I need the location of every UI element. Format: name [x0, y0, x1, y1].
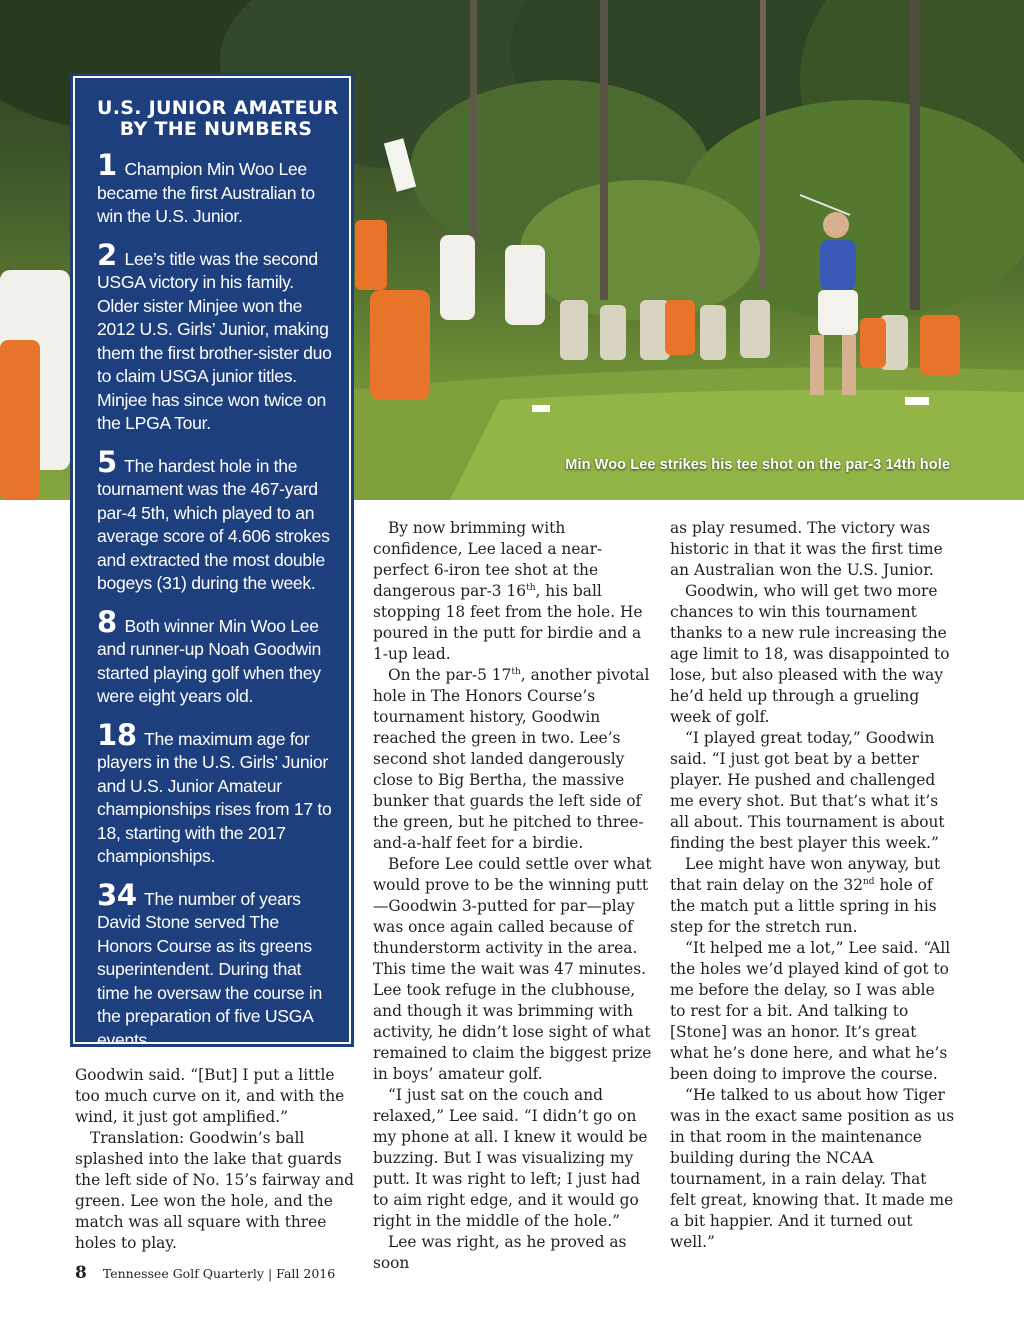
- fact-number: 18: [97, 717, 137, 752]
- paragraph: Translation: Goodwin’s ball splashed into the lake that guards the left side of No. 15’s fairway and green. Lee won the hole, and the match was all square with three holes to play.: [75, 1129, 354, 1252]
- paragraph: “I just sat on the couch and relaxed,” Lee said. “I didn’t go on my phone at all. I knew it would be buzzing. But I was visualizing my putt. It was right to left; I just had to aim right edge, and it would go right in the middle of the hole.”: [373, 1086, 648, 1230]
- photo-caption: Min Woo Lee strikes his tee shot on the par-3 14th hole: [565, 457, 950, 473]
- paragraph: [373, 518, 653, 665]
- sidebar-fact: [97, 717, 335, 869]
- text-run: , his ball stopping 18 feet from the hole. He poured in the putt for birdie and a 1-up lead.: [373, 582, 643, 663]
- publication-name: Tennessee Golf Quarterly | Fall 2016: [102, 1266, 336, 1281]
- article-column-1: [75, 1065, 360, 1254]
- paragraph: as play resumed. The victory was historic in that it was the first time an Australian won the U.S. Junior.: [670, 519, 943, 579]
- fact-text: Champion Min Woo Lee became the first Australian to win the U.S. Junior.: [97, 159, 315, 226]
- fact-text: The maximum age for players in the U.S. Girls’ Junior and U.S. Junior Amateur championships rises from 17 to 18, starting with the 2017 championships.: [97, 728, 332, 866]
- ordinal-suffix: th: [511, 666, 521, 677]
- text-run: By now brimming with confidence, Lee laced a near-perfect 6-iron tee shot at the dangerous par-3 16: [373, 519, 603, 600]
- ordinal-suffix: nd: [863, 876, 875, 887]
- fact-number: 5: [97, 444, 117, 479]
- ordinal-suffix: th: [526, 582, 536, 593]
- text-run: On the par-5 17: [388, 666, 512, 684]
- text-run: , another pivotal hole in The Honors Course’s tournament history, Goodwin reached the green in two. Lee’s second shot landed dangerously close to Big Bertha, the massive bunker that guards the left side of the green, but he pitched to three-and-a-half feet for a birdie.: [373, 666, 650, 852]
- fact-number: 2: [97, 237, 117, 272]
- sidebar-fact: [97, 237, 335, 436]
- sidebar-fact: [97, 877, 335, 1053]
- sidebar-title-line2: BY THE NUMBERS: [119, 118, 313, 140]
- paragraph: Before Lee could settle over what would prove to be the winning putt—Goodwin 3-putted for par—play was once again called because of thunderstorm activity in the area. This time the wait was 47 minutes. Lee took refuge in the clubhouse, and though it was brimming with activity, he didn’t lose sight of what remained to claim the biggest prize in boys’ amateur golf.: [373, 855, 652, 1083]
- fact-number: 34: [97, 877, 137, 912]
- article-column-3: [670, 518, 955, 1253]
- fact-number: 1: [97, 148, 117, 182]
- fact-number: 8: [97, 604, 117, 639]
- paragraph: “He talked to us about how Tiger was in the exact same position as us in that room in the maintenance building during the NCAA tournament, in a rain delay. That felt great, knowing that. It made me a bit happier. And it turned out well.”: [670, 1086, 955, 1251]
- paragraph: “I played great today,” Goodwin said. “I just got beat by a better player. He pushed and challenged me every shot. But that’s what it’s all about. This tournament is about finding the best player this week.”: [670, 729, 945, 852]
- article-column-2: [373, 518, 653, 1274]
- sidebar-fact: [97, 148, 335, 229]
- sidebar-title: [97, 97, 339, 140]
- sidebar-fact: [97, 444, 335, 596]
- fact-text: The number of years David Stone served The Honors Course as its greens superintendent. During that time he oversaw the course in the preparation of five USGA events.: [97, 888, 323, 1050]
- paragraph: Goodwin, who will get two more chances to win this tournament thanks to a new rule increasing the age limit to 18, was disappointed to lose, but also pleased with the way he’d held up through a grueling week of golf.: [670, 582, 950, 726]
- sidebar-title-line1: U.S. JUNIOR AMATEUR: [97, 97, 339, 119]
- paragraph: “It helped me a lot,” Lee said. “All the holes we’d played kind of got to me before the delay, so I was able to rest for a bit. And talking to [Stone] was an honor. It’s great what he’s done here, and what he’s been doing to improve the course.: [670, 939, 951, 1083]
- paragraph: [373, 665, 653, 854]
- paragraph: [670, 854, 955, 938]
- page-footer: [75, 1263, 335, 1283]
- fact-text: Lee’s title was the second USGA victory in his family. Older sister Minjee won the 2012 U.S. Girls’ Junior, making them the first brother-sister duo to claim USGA junior titles. Minjee has since won twice on the LPGA Tour.: [97, 248, 332, 433]
- sidebar-fact: [97, 604, 335, 709]
- paragraph: Lee was right, as he proved as soon: [373, 1233, 627, 1272]
- by-the-numbers-sidebar: [73, 76, 351, 1050]
- fact-text: The hardest hole in the tournament was the 467-yard par-4 5th, which played to an average score of 4.606 strokes and extracted the most double bogeys (31) during the week.: [97, 455, 330, 593]
- text-run: hole of the match put a little spring in his step for the stretch run.: [670, 876, 937, 936]
- page-number: 8: [75, 1263, 87, 1283]
- text-run: Lee might have won anyway, but that rain delay on the 32: [670, 855, 941, 894]
- paragraph: Goodwin said. “[But] I put a little too much curve on it, and with the wind, it just got amplified.”: [75, 1066, 345, 1126]
- fact-text: Both winner Min Woo Lee and runner-up Noah Goodwin started playing golf when they were eight years old.: [97, 615, 322, 706]
